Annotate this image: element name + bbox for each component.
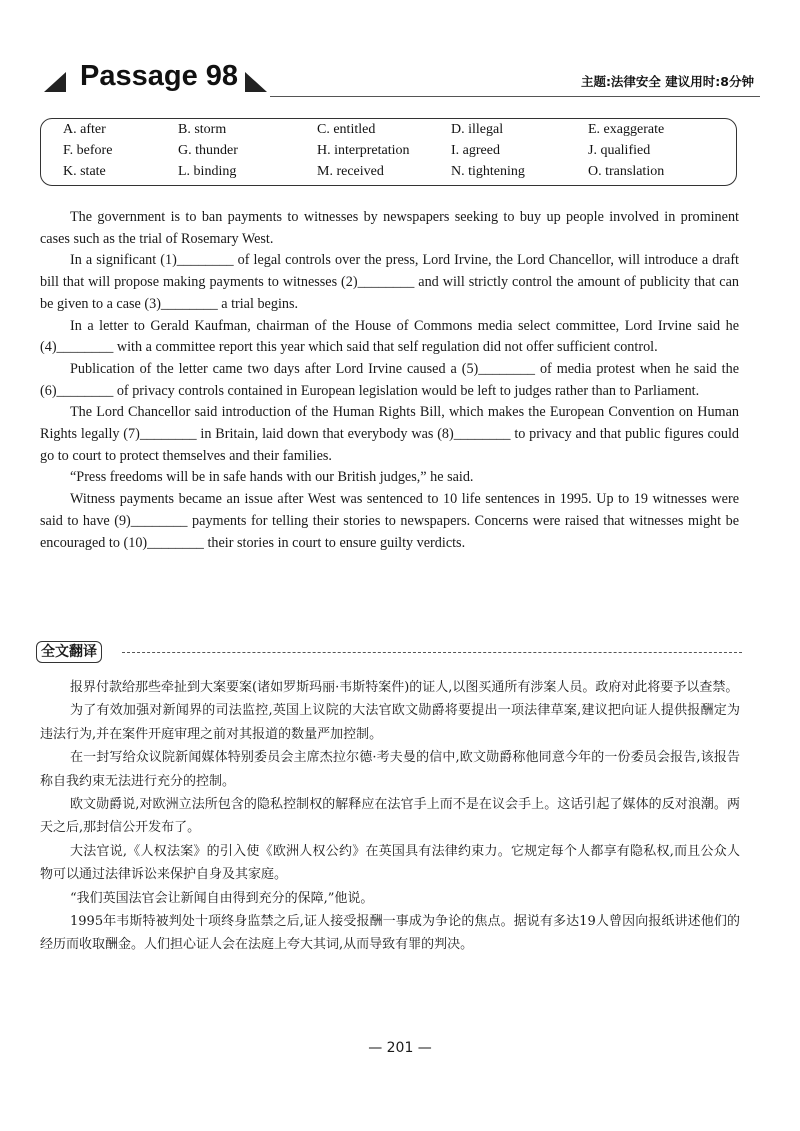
triangle-right-icon <box>245 72 267 92</box>
option-g: G. thunder <box>178 143 238 158</box>
option-o: O. translation <box>588 164 665 179</box>
translation-paragraph-6: “我们英国法官会让新闻自由得到充分的保障,”他说。 <box>70 890 374 906</box>
paragraph-2: In a significant (1)________ of legal controls over the press, Lord Irvine, the Lord Chancellor, will introduce a draft bill that will propose making payments to witnesses (2)________ and will strictly control the amount of publicity that can be given to a case (3)________ a trial begins. <box>40 252 739 312</box>
translation-text <box>40 676 740 957</box>
passage-title: Passage 98 <box>80 60 239 92</box>
option-e: E. exaggerate <box>588 122 665 137</box>
translation-label: 全文翻译 <box>36 641 102 663</box>
option-h: H. interpretation <box>317 143 410 158</box>
option-j: J. qualified <box>588 143 651 158</box>
dashed-divider <box>122 652 742 653</box>
triangle-left-icon <box>44 72 66 92</box>
passage-text <box>40 207 739 554</box>
paragraph-3: In a letter to Gerald Kaufman, chairman of the House of Commons media select committee, Lord Irvine said he (4)________ with a committee report this year which said that self regulation did not offer sufficient control. <box>40 317 739 356</box>
translation-paragraph-2: 为了有效加强对新闻界的司法监控,英国上议院的大法官欧文勋爵将要提出一项法律草案,建议把向证人提供报酬定为违法行为,并在案件开庭审理之前对其报道的数量严加控制。 <box>40 703 740 742</box>
option-i: I. agreed <box>451 143 500 158</box>
option-d: D. illegal <box>451 122 504 137</box>
option-b: B. storm <box>178 122 227 137</box>
word-bank <box>40 118 737 186</box>
option-k: K. state <box>63 164 106 179</box>
header-rule <box>270 96 760 97</box>
paragraph-1: The government is to ban payments to witnesses by newspapers seeking to buy up people involved in prominent cases such as the trial of Rosemary West. <box>40 209 739 247</box>
paragraph-4: Publication of the letter came two days after Lord Irvine caused a (5)________ of media protest when he said the (6)________ of privacy controls contained in European legislation would be left to judges rather than to Parliament. <box>40 360 739 399</box>
page-number: — 201 — <box>368 1040 432 1056</box>
paragraph-5: The Lord Chancellor said introduction of the Human Rights Bill, which makes the European Convention on Human Rights legally (7)________ in Britain, laid down that everybody was (8)________ to privacy and that public figures could go to court to protect themselves and their families. <box>40 404 739 464</box>
option-n: N. tightening <box>451 164 525 179</box>
translation-paragraph-1: 报界付款给那些牵扯到大案要案(诸如罗斯玛丽·韦斯特案件)的证人,以图买通所有涉案人员。政府对此将要予以查禁。 <box>70 680 739 695</box>
option-a: A. after <box>63 122 106 137</box>
translation-paragraph-3: 在一封写给众议院新闻媒体特别委员会主席杰拉尔德·考夫曼的信中,欧文勋爵称他同意今年的一份委员会报告,该报告称自我约束无法进行充分的控制。 <box>40 750 740 789</box>
option-m: M. received <box>317 164 384 179</box>
translation-paragraph-7: 1995年韦斯特被判处十项终身监禁之后,证人接受报酬一事成为争论的焦点。据说有多达19人曾因向报纸讲述他们的经历而收取酬金。人们担心证人会在法庭上夸大其词,从而导致有罪的判决。 <box>40 914 740 953</box>
option-l: L. binding <box>178 164 237 179</box>
option-c: C. entitled <box>317 122 376 137</box>
translation-paragraph-5: 大法官说,《人权法案》的引入使《欧洲人权公约》在英国具有法律约束力。它规定每个人都享有隐私权,而且公众人物可以通过法律诉讼来保护自身及其家庭。 <box>40 843 740 883</box>
translation-paragraph-4: 欧文勋爵说,对欧洲立法所包含的隐私控制权的解释应在法官手上而不是在议会手上。这话引起了媒体的反对浪潮。两天之后,那封信公开发布了。 <box>40 797 740 836</box>
paragraph-6: “Press freedoms will be in safe hands with our British judges,” he said. <box>70 469 474 486</box>
paragraph-7: Witness payments became an issue after West was sentenced to 10 life sentences in 1995. Up to 19 witnesses were said to have (9)________ payments for telling their stories to newspapers. Concerns were raised that witnesses might be encouraged to (10)________ their stories in court to ensure guilty verdicts. <box>40 491 739 551</box>
topic-label: 主题:法律安全 建议用时:8分钟 <box>580 74 754 89</box>
option-f: F. before <box>63 143 113 158</box>
passage-header <box>40 58 760 100</box>
